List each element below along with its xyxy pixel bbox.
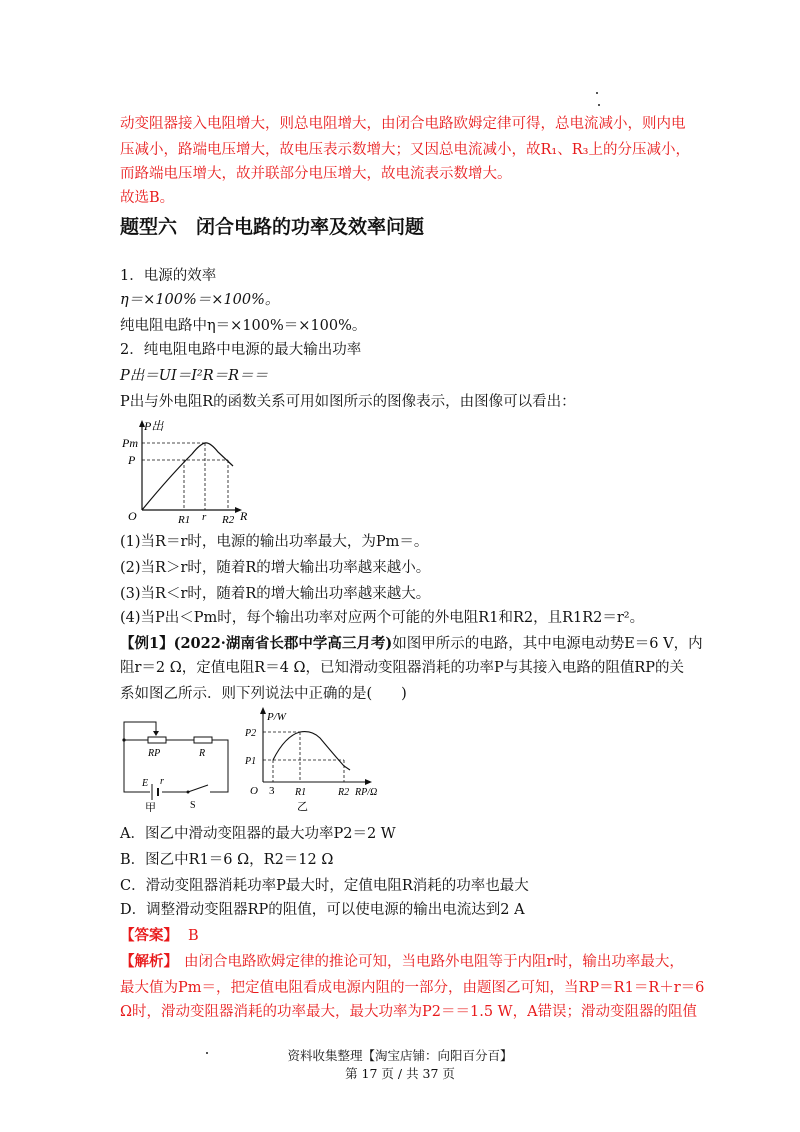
scan-dot — [596, 92, 598, 94]
item1-formula: η＝×100%＝×100%。 — [120, 292, 280, 308]
graph2-curve — [273, 732, 350, 770]
footer-source: 资料收集整理【淘宝店铺：向阳百分百】 — [287, 1048, 513, 1063]
graph2-y-label: P/W — [267, 711, 286, 723]
graph2-r2-label: R2 — [338, 787, 350, 798]
example-line-1-text: 如图甲所示的电路，其中电源电动势E＝6 V，内 — [392, 636, 703, 652]
rheostat-power-graph — [240, 704, 395, 814]
option-c: C．滑动变阻器消耗功率P最大时，定值电阻R消耗的功率也最大 — [120, 878, 529, 894]
graph1-r2-label: R2 — [222, 514, 235, 526]
answer-line — [120, 926, 199, 946]
circuit-r-internal-label: r — [160, 776, 164, 787]
example-line-3: 系如图乙所示．则下列说法中正确的是( ) — [120, 686, 407, 702]
conclusion-4: (4)当P出＜Pm时，每个输出功率对应两个可能的外电阻R1和R2，且R1R2＝r²。 — [120, 610, 645, 626]
answer-value: B — [188, 928, 199, 944]
graph2-r1-label: R1 — [295, 787, 307, 798]
analysis-line-2: 最大值为Pm＝，把定值电阻看成电源内阻的一部分，由题图乙可知，当RP＝R1＝R＋r＝6 — [120, 980, 705, 996]
circuit-s-label: S — [190, 800, 196, 811]
item2-formula: P出＝UI＝I²R＝R＝＝ — [120, 368, 269, 384]
analysis-line-1-text: 由闭合电路欧姆定律的推论可知，当电路外电阻等于内阻r时，输出功率最大， — [184, 954, 684, 970]
section-title: 题型六 闭合电路的功率及效率问题 — [120, 216, 425, 238]
graph1-origin-label: O — [128, 509, 137, 523]
graph2-x-arrow — [365, 779, 372, 785]
graph1-curve — [142, 443, 233, 510]
option-a: A．图乙中滑动变阻器的最大功率P2＝2 W — [120, 826, 396, 842]
graph1-r1-label: R1 — [178, 514, 191, 526]
rheostat-rp — [148, 737, 166, 743]
circuit-r-label: R — [199, 748, 206, 759]
analysis-tag: 【解析】 — [120, 953, 178, 970]
item1-note: 纯电阻电路中η＝×100%＝×100%。 — [120, 318, 367, 334]
scan-dot — [598, 104, 600, 106]
power-vs-resistance-graph — [120, 416, 260, 526]
example-tag: 【例1】(2022·湖南省长郡中学高三月考) — [120, 635, 393, 652]
circuit-diagram — [120, 712, 235, 812]
item2-description: P出与外电阻R的函数关系可用如图所示的图像表示，由图像可以看出： — [120, 394, 576, 410]
graph2-x-label: RP/Ω — [355, 787, 378, 798]
item2-title: 2．纯电阻电路中电源的最大输出功率 — [120, 342, 362, 358]
conclusion-1: (1)当R＝r时，电源的输出功率最大，为Pm＝。 — [120, 534, 429, 550]
option-b: B．图乙中R1＝6 Ω，R2＝12 Ω — [120, 852, 334, 868]
graph2-caption: 乙 — [297, 801, 308, 813]
circuit-caption: 甲 — [145, 802, 156, 812]
graph2-y-arrow — [260, 707, 266, 714]
graph1-r-label: r — [202, 511, 207, 523]
example-line-1 — [120, 634, 703, 654]
item1-title: 1．电源的效率 — [120, 268, 217, 284]
footer-page-number: 第 17 页 / 共 37 页 — [345, 1066, 455, 1081]
top-paragraph-line-3: 而路端电压增大，故并联部分电压增大，故电流表示数增大。 — [120, 166, 512, 182]
switch-pivot — [187, 791, 190, 794]
graph2-p1-label: P1 — [245, 756, 257, 767]
junction-dot — [122, 738, 125, 741]
graph2-tick-3: 3 — [269, 785, 275, 797]
graph1-x-label: R — [240, 509, 248, 523]
resistor-r — [194, 737, 212, 743]
rheostat-slider-arrow — [153, 731, 159, 736]
graph1-y-label: P出 — [144, 419, 164, 433]
conclusion-2: (2)当R＞r时，随着R的增大输出功率越来越小。 — [120, 560, 431, 576]
graph2-p2-label: P2 — [245, 728, 257, 739]
top-paragraph-line-1: 动变阻器接入电阻增大，则总电阻增大，由闭合电路欧姆定律可得，总电流减小，则内电 — [120, 116, 686, 132]
graph2-origin-label: O — [250, 785, 258, 797]
circuit-e-label: E — [142, 778, 149, 789]
circuit-loop — [124, 740, 228, 792]
top-paragraph-line-2: 压减小，路端电压增大，故电压表示数增大；又因总电流减小，故R₁、R₃上的分压减小， — [120, 142, 690, 158]
analysis-line-3: Ω时，滑动变阻器消耗的功率最大，最大功率为P2＝＝1.5 W，A错误；滑动变阻器的阻值 — [120, 1004, 698, 1020]
answer-tag: 【答案】 — [120, 927, 178, 944]
option-d: D．调整滑动变阻器RP的阻值，可以使电源的输出电流达到2 A — [120, 902, 525, 918]
conclusion-3: (3)当R＜r时，随着R的增大输出功率越来越大。 — [120, 586, 431, 602]
circuit-rp-label: RP — [148, 748, 161, 759]
top-paragraph-line-4: 故选B。 — [120, 190, 175, 206]
analysis-line-1 — [120, 952, 684, 972]
example-line-2: 阻r＝2 Ω，定值电阻R＝4 Ω，已知滑动变阻器消耗的功率P与其接入电路的阻值RP的关 — [120, 660, 684, 676]
graph1-p-label: P — [128, 453, 136, 467]
graph1-pm-label: Pm — [122, 436, 138, 450]
